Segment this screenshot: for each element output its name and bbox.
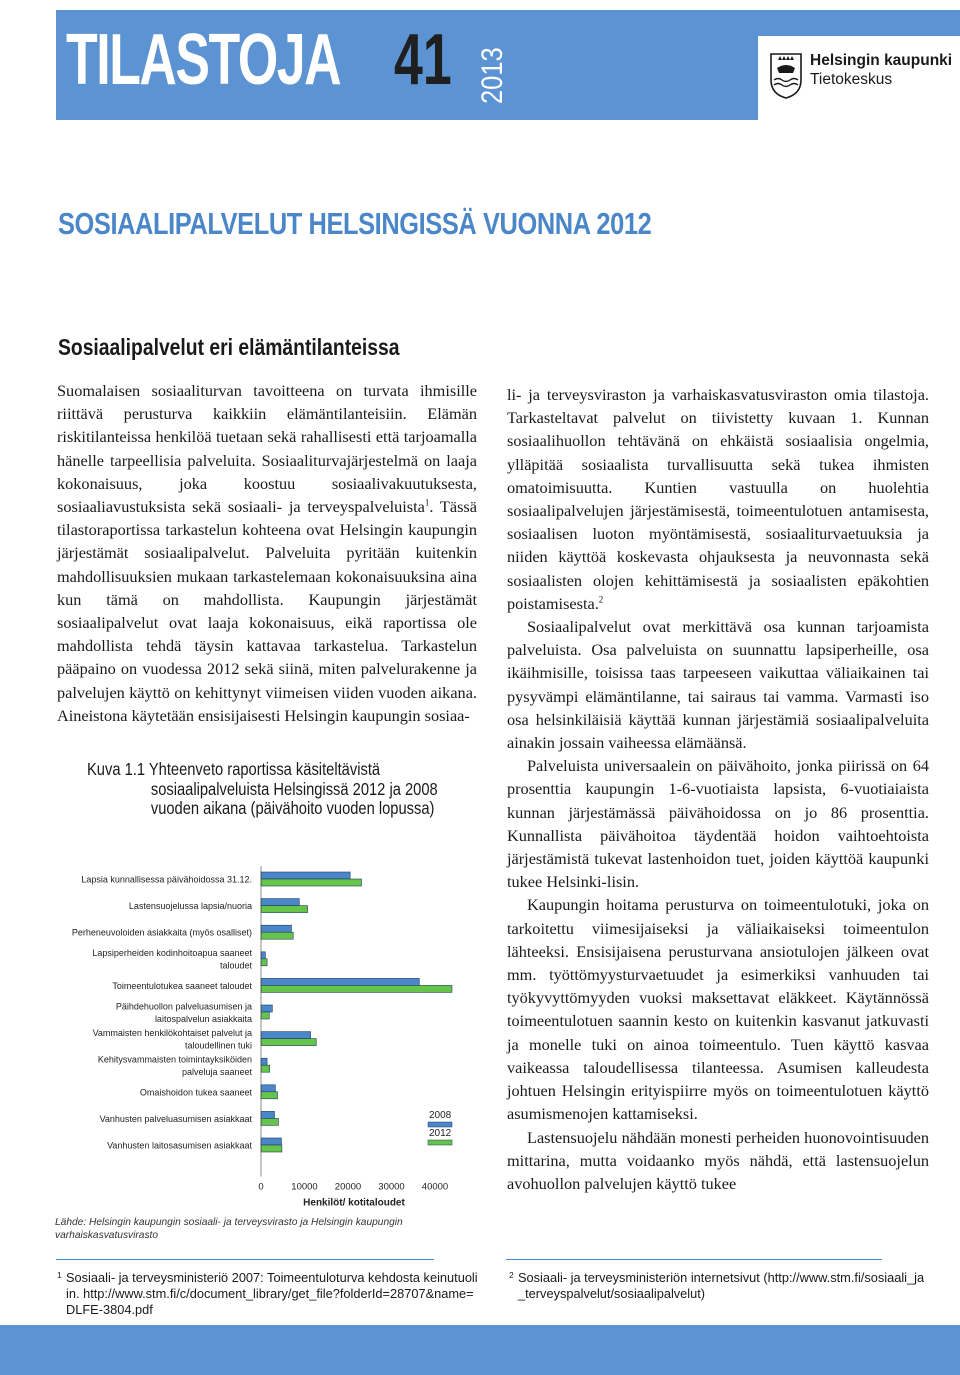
right-paragraph-1 <box>507 383 929 615</box>
footnote-1-text: Sosiaali- ja terveysministeriö 2007: Toimeentuloturva kehdosta keinutuoliin. http://www.stm.fi/c/document_library/get_file?folderId=28707&name=DLFE-3804.pdf <box>66 1270 478 1317</box>
city-logo <box>758 36 960 120</box>
x-tick-label: 20000 <box>334 1181 362 1193</box>
bar-2008 <box>261 1085 275 1092</box>
left-column <box>57 379 477 727</box>
bottom-band <box>0 1325 960 1375</box>
report-title: SOSIAALIPALVELUT HELSINGISSÄ VUONNA 2012 <box>58 206 652 241</box>
bar-2008 <box>261 872 350 879</box>
legend-label-2012: 2012 <box>429 1128 452 1139</box>
logo-city-name: Helsingin kaupunki <box>810 52 953 69</box>
figure-caption <box>87 760 438 819</box>
header-band <box>56 10 960 120</box>
helsinki-crest-icon <box>768 52 804 100</box>
category-label: taloudet <box>219 960 252 971</box>
bar-2008 <box>261 925 291 932</box>
left-paragraph-1-part-b: . Tässä tilastoraportissa tarkastelun kohteena ovat Helsingin kaupungin järjestämät sosiaalipalvelut. Palveluita pyritään kuitenkin mahdollisuuksien mukaan tarkastelemaan kokonaisuuksina aina kun tämä on mahdollista. Kaupungin järjestämät sosiaalipalvelut ovat laaja kokonaisuus, eikä raportissa ole mahdollista tehdä täysin kattavaa tarkastelua. Tarkastelun pääpaino on vuodessa 2012 sekä siinä, miten palvelurakenne ja palvelujen käyttö on kehittynyt viimeisen viiden vuoden aikana. Aineistona käytetään ensisijaisesti Helsingin kaupungin sosiaa- <box>57 497 477 725</box>
category-label: Lapsiperheiden kodinhoitoapua saaneet <box>92 948 252 959</box>
footnote-1 <box>57 1270 480 1318</box>
x-tick-label: 10000 <box>291 1181 318 1193</box>
right-paragraph-3: Palveluista universaalein on päivähoito, jonka piirissä on 64 prosenttia kaupungin 1-6-vuotiaista lapsista, 6-vuotiaiaista kunnan järjestämässä päivähoidossa on jo 86 prosenttia. Kunnallista päivähoitoa täydentää hoidon vaihtoehtoista järjestämistä tukevat lastenhoidon tuet, joiden käyttöä kaupunki tukee Helsinki-lisin. <box>507 756 929 892</box>
left-paragraph-1 <box>57 379 477 727</box>
bar-2012 <box>261 1065 270 1072</box>
x-tick-label: 0 <box>258 1181 264 1193</box>
issue-number: 41 <box>394 20 452 100</box>
bar-2008 <box>261 1138 281 1145</box>
x-axis-label: Henkilöt/ kotitaloudet <box>303 1197 405 1209</box>
footnote-ref-1: 1 <box>424 497 430 508</box>
right-paragraph-1-text: li- ja terveysviraston ja varhaiskasvatusviraston omia tilastoja. Tarkasteltavat palvelut on tiivistetty kuvaan 1. Kunnan sosiaalihuollon tehtävänä on ehkäistä sosiaalisia ongelmia, ylläpitää sosiaalista turvallisuutta sekä tukea ihmisten omatoimisuutta. Kuntien vastuulla on huolehtia sosiaalipalvelujen järjestämisestä, toimeentulotuen antamisesta, sosiaalisen luoton myöntämisestä, sosiaaliturvaetuuksia ja niiden käyttöä koskevasta ohjauksesta ja neuvonnasta sekä sosiaalisten olojen kehittämisestä ja sosiaalisten epäkohtien poistamisesta. <box>507 385 929 613</box>
bar-2008 <box>261 1111 274 1118</box>
category-label: Omaishoidon tukea saaneet <box>139 1087 252 1098</box>
footnote-divider-right <box>506 1259 882 1260</box>
category-label: Päihdehuollon palveluasumisen ja <box>115 1001 252 1012</box>
publication-title: TILASTOJA <box>66 20 341 100</box>
figure-caption-line-1: Kuva 1.1 Yhteenveto raportissa käsiteltävistä <box>87 759 381 779</box>
category-label: Kehitysvammaisten toimintayksiköiden <box>97 1054 252 1065</box>
logo-unit-name: Tietokeskus <box>810 71 893 88</box>
bar-2008 <box>261 1005 272 1012</box>
legend-swatch-2008 <box>428 1122 452 1127</box>
footnote-1-number: 1 <box>57 1270 62 1280</box>
bar-2012 <box>261 985 452 992</box>
bar-2012 <box>261 932 293 939</box>
footnote-divider-left <box>56 1259 434 1260</box>
category-label: Toimeentulotukea saaneet taloudet <box>112 980 252 991</box>
left-paragraph-1-part-a: Suomalaisen sosiaaliturvan tavoitteena on turvata ihmisille riittävä perusturva kaikkiin elämäntilanteisiin. Elämän riskitilanteissa henkilöä tuetaan sekä rahallisesti että tarjoamalla hänelle tarpeellisia palveluita. Sosiaaliturvajärjestelmä on laaja kokonaisuus, joka koostuu sosiaalivakuutuksesta, sosiaaliavustuksista sekä sosiaali- ja terveyspalveluista <box>57 381 477 517</box>
category-label: Vammaisten henkilökohtaiset palvelut ja <box>92 1027 252 1038</box>
bar-2008 <box>261 952 265 959</box>
section-heading: Sosiaalipalvelut eri elämäntilanteissa <box>58 334 400 360</box>
category-label: Perheneuvoloiden asiakkaita (myös osalliset) <box>71 927 252 938</box>
right-column <box>507 383 929 1195</box>
footnote-2 <box>509 1270 928 1302</box>
bar-2012 <box>261 1092 278 1099</box>
bar-2008 <box>261 978 419 985</box>
figure-caption-line-2: sosiaalipalveluista Helsingissä 2012 ja 2008 <box>150 778 438 799</box>
category-label: taloudellinen tuki <box>184 1040 252 1051</box>
bar-2012 <box>261 1039 316 1046</box>
footnote-ref-2: 2 <box>598 594 604 605</box>
footnote-2-text: Sosiaali- ja terveysministeriön internetsivut (http://www.stm.fi/sosiaali_ja_terveyspalvelut/sosiaalipalvelut) <box>518 1270 925 1301</box>
bar-2012 <box>261 1145 282 1152</box>
category-label: Vanhusten laitosasumisen asiakkaat <box>107 1140 252 1151</box>
legend-swatch-2012 <box>428 1140 452 1145</box>
category-label: Lastensuojelussa lapsia/nuoria <box>128 901 252 912</box>
category-label: Vanhusten palveluasumisen asiakkaat <box>99 1113 252 1124</box>
bar-2008 <box>261 899 299 906</box>
legend-label-2008: 2008 <box>429 1110 452 1121</box>
bar-2012 <box>261 959 267 966</box>
right-paragraph-2: Sosiaalipalvelut ovat merkittävä osa kunnan tarjoamista palveluista. Osa palveluista on suunnattu lapsiperheille, osa ikäihmisille, toisissa taas tarpeeseen vaikuttaa väliaikainen tai pysyvämpi elämäntilanne, tai sairaus tai vamma. Varmasti iso osa helsinkiläisiä käyttää kunnan järjestämiä sosiaalipalveluita ainakin jossain vaiheessa elämäänsä. <box>507 617 929 753</box>
bar-2012 <box>261 879 361 886</box>
footnote-2-number: 2 <box>509 1270 514 1280</box>
bar-2012 <box>261 1012 269 1019</box>
services-bar-chart <box>40 860 490 1209</box>
category-label: laitospalvelun asiakkaita <box>154 1013 252 1024</box>
category-label: Lapsia kunnallisessa päivähoidossa 31.12. <box>81 874 252 885</box>
bar-2008 <box>261 1032 311 1039</box>
figure-caption-line-3: vuoden aikana (päivähoito vuoden lopussa) <box>150 798 435 818</box>
right-paragraph-4: Kaupungin hoitama perusturva on toimeentulotuki, joka on tarkoitettu viimesijaiseksi ja väliaikaiseksi toimeentulon lähteeksi. Ensisijaisena perusturvana ansiotulojen jälkeen ovat mm. työttömyysturvaetuudet ja esimerkiksi vanhuuden tai työkyvyttömyyden vuoksi maksettavat eläkkeet. Käytännössä toimeentulotuen saannin kesto on kuitenkin kasvanut jatkuvasti ja monelle tuki on ainoa toimeentulo. Tuen käyttö kasvaa vaikeassa taloudellisessa tilanteessa. Asumisen kalleudesta johtuen Helsingin erityispiirre myös on toimeentulotuen käyttö asumismenojen kattamiseksi. <box>507 895 929 1124</box>
right-paragraph-5: Lastensuojelu nähdään monesti perheiden huonovointisuuden mittarina, mutta voidaanko myös nähdä, että lastensuojelun avohuollon palvelujen käyttö tukee <box>507 1127 929 1193</box>
bar-2012 <box>261 1118 278 1125</box>
issue-year: 2013 <box>476 47 509 104</box>
category-label: palveluja saaneet <box>181 1066 252 1077</box>
x-tick-label: 40000 <box>421 1181 449 1193</box>
bar-2012 <box>261 906 308 913</box>
x-tick-label: 30000 <box>378 1181 405 1193</box>
bar-2008 <box>261 1058 267 1065</box>
chart-source: Lähde: Helsingin kaupungin sosiaali- ja terveysvirasto ja Helsingin kaupungin varhaiskasvatusvirasto <box>55 1217 403 1241</box>
